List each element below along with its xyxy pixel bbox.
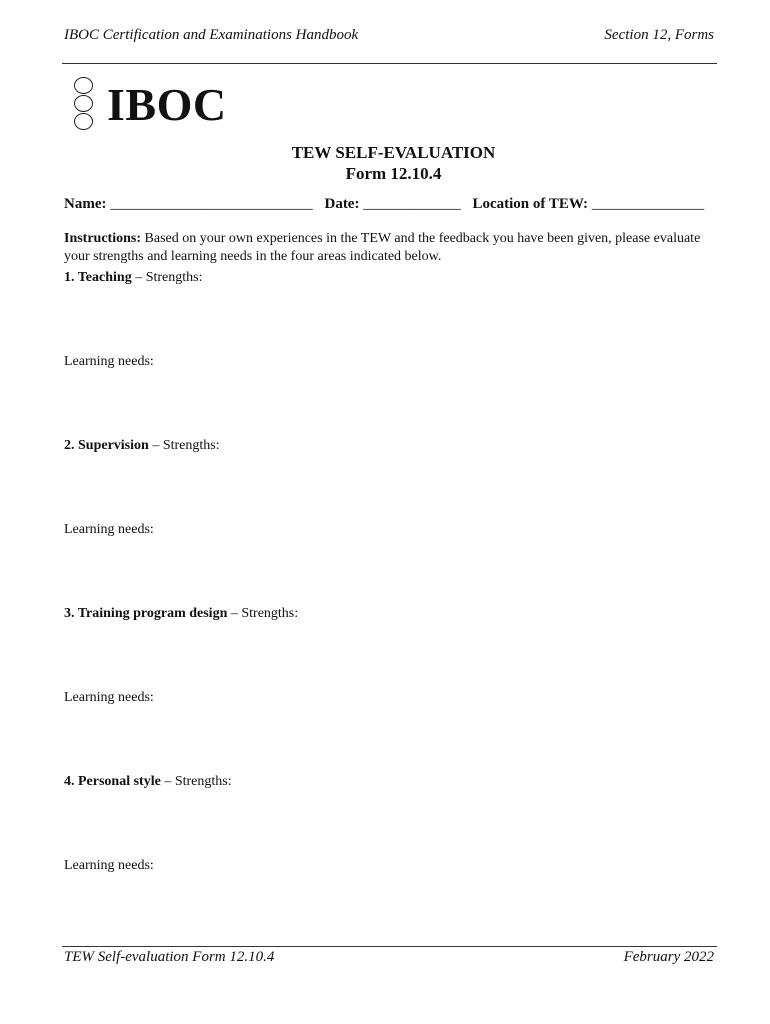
section-training-needs[interactable]: Learning needs:: [64, 690, 154, 705]
footer-date: February 2022: [623, 949, 714, 965]
iboc-logo-icon: [74, 77, 96, 131]
name-field[interactable]: ___________________________: [110, 196, 313, 212]
logo-text: IBOC: [107, 79, 227, 130]
section-supervision-needs[interactable]: Learning needs:: [64, 522, 154, 537]
location-label: Location of TEW:: [472, 196, 589, 212]
strengths-label: – Strengths:: [131, 270, 203, 285]
strengths-label: – Strengths:: [227, 606, 299, 621]
section-teaching-strengths[interactable]: [64, 270, 202, 286]
instructions-label: Instructions:: [64, 231, 142, 246]
section-title: 1. Teaching: [64, 270, 132, 285]
location-field[interactable]: _______________: [591, 196, 705, 212]
name-label: Name:: [64, 196, 107, 212]
section-title: 4. Personal style: [64, 774, 161, 789]
strengths-label: – Strengths:: [160, 774, 232, 789]
form-number: Form 12.10.4: [345, 164, 442, 183]
form-title: TEW SELF-EVALUATION: [291, 143, 496, 162]
footer-divider: [62, 946, 717, 947]
footer-form-name: TEW Self-evaluation Form 12.10.4: [64, 949, 275, 965]
section-teaching-needs[interactable]: Learning needs:: [64, 354, 154, 369]
section-training-strengths[interactable]: [64, 606, 298, 622]
section-title: 2. Supervision: [64, 438, 149, 453]
date-field[interactable]: _____________: [363, 196, 461, 212]
form-fields: [64, 196, 704, 213]
section-personal-strengths[interactable]: [64, 774, 232, 790]
instructions: [64, 230, 729, 266]
section-supervision-strengths[interactable]: [64, 438, 220, 454]
instructions-text: Based on your own experiences in the TEW and the feedback you have been given, please evaluate your strengths and learning needs in the four areas indicated below.: [64, 231, 701, 264]
header-divider: [62, 63, 717, 64]
header-title: IBOC Certification and Examinations Handbook: [64, 27, 359, 43]
header-section: Section 12, Forms: [604, 27, 714, 43]
strengths-label: – Strengths:: [148, 438, 220, 453]
section-personal-needs[interactable]: Learning needs:: [64, 858, 154, 873]
section-title: 3. Training program design: [64, 606, 228, 621]
date-label: Date:: [324, 196, 360, 212]
